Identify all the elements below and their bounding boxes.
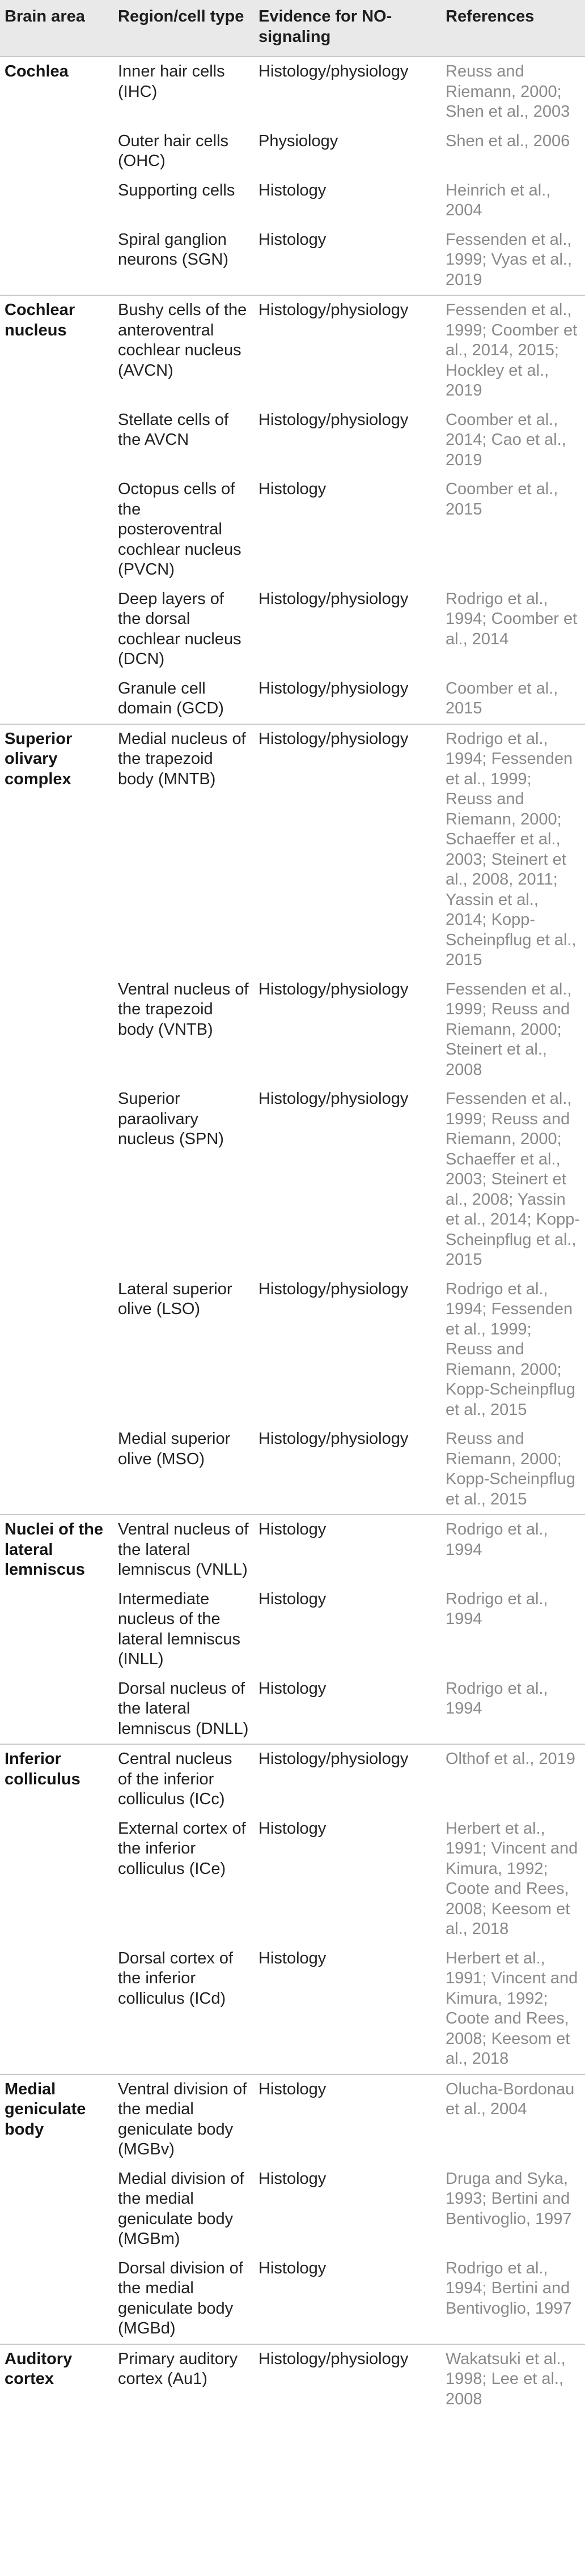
evidence-cell: Histology/physiology [258,679,409,698]
references-cell: Reuss and Riemann, 2000; Kopp-Scheinpflug et al., 2015 [446,1430,575,1508]
region-cell: Lateral superior olive (LSO) [118,1280,232,1318]
brain-area-cell [0,226,113,296]
region-cell: Ventral nucleus of the trapezoid body (VNTB) [118,980,249,1039]
region-cell: Inner hair cells (IHC) [113,57,254,127]
region-cell: Outer hair cells (OHC) [118,131,229,170]
references-cell: Rodrigo et al., 1994; Fessenden et al., 1999; Reuss and Riemann, 2000; Kopp-Scheinpflug et al., 2015 [446,1280,575,1419]
table-row [0,295,585,406]
table-row [0,674,585,724]
brain-area-cell: Medial geniculate body [0,2075,113,2165]
references-cell: Herbert et al., 1991; Vincent and Kimura, 1992; Coote and Rees, 2008; Keesom et al., 2018 [446,1949,578,2068]
region-cell: Octopus cells of the posteroventral cochlear nucleus (PVCN) [118,480,241,579]
brain-area-cell [0,2254,113,2344]
evidence-cell: Histology [258,1679,327,1698]
evidence-cell: Histology [258,1819,327,1838]
evidence-cell: Histology [258,1949,327,1967]
evidence-cell: Histology/physiology [258,410,409,429]
table-row [0,2165,585,2254]
brain-area-cell [0,1085,113,1275]
references-cell: Rodrigo et al., 1994; Coomber et al., 2014 [446,589,578,648]
references-cell: Heinrich et al., 2004 [446,181,551,219]
references-cell: Druga and Syka, 1993; Bertini and Bentivoglio, 1997 [446,2169,572,2228]
brain-area-cell: Inferior colliculus [0,1744,113,1814]
region-cell: Granule cell domain (GCD) [118,679,224,717]
table-header [0,0,585,57]
references-cell: Rodrigo et al., 1994 [441,1515,585,1585]
table-row [0,475,585,585]
region-cell: External cortex of the inferior colliculus (ICe) [118,1819,246,1878]
references-cell: Olthof et al., 2019 [441,1744,585,1814]
region-cell: Spiral ganglion neurons (SGN) [118,230,229,269]
references-cell: Fessenden et al., 1999; Coomber et al., 2014, 2015; Hockley et al., 2019 [441,295,585,406]
table-row [0,1674,585,1745]
brain-area-cell [0,1944,113,2075]
evidence-cell: Histology/physiology [258,980,409,998]
brain-area-cell [0,406,113,475]
references-cell: Olucha-Bordonau et al., 2004 [441,2075,585,2165]
region-cell: Ventral nucleus of the lateral lemniscus (VNLL) [113,1515,254,1585]
brain-area-cell [0,674,113,724]
evidence-cell: Histology/physiology [258,1090,409,1108]
references-cell: Herbert et al., 1991; Vincent and Kimura, 1992; Coote and Rees, 2008; Keesom et al., 2018 [446,1819,578,1938]
evidence-cell: Histology [258,1589,327,1608]
references-cell: Coomber et al., 2015 [446,679,558,717]
region-cell: Stellate cells of the AVCN [118,410,229,449]
region-cell: Dorsal nucleus of the lateral lemniscus (DNLL) [118,1679,249,1738]
brain-area-cell: Cochlea [0,57,113,127]
brain-area-cell [0,127,113,176]
region-cell: Supporting cells [118,181,235,199]
references-cell: Rodrigo et al., 1994 [446,1589,548,1628]
references-cell: Rodrigo et al., 1994; Bertini and Bentivoglio, 1997 [446,2259,572,2318]
table-row [0,1275,585,1425]
region-cell: Medial superior olive (MSO) [118,1430,231,1468]
table-row [0,2344,585,2415]
region-cell: Medial division of the medial geniculate body (MGBm) [118,2169,244,2248]
references-cell: Wakatsuki et al., 1998; Lee et al., 2008 [441,2344,585,2415]
evidence-cell: Physiology [258,131,338,150]
table-row [0,1744,585,1814]
region-cell: Ventral division of the medial geniculate body (MGBv) [113,2075,254,2165]
evidence-cell: Histology [258,230,327,249]
brain-area-cell [0,585,113,674]
brain-area-cell [0,176,113,226]
brain-area-cell [0,475,113,585]
table-row [0,1814,585,1944]
brain-area-cell: Superior olivary complex [0,724,113,975]
region-cell: Deep layers of the dorsal cochlear nucleus (DCN) [118,589,241,668]
table-row [0,1085,585,1275]
table-row [0,585,585,674]
evidence-cell: Histology [254,2075,441,2165]
table-row [0,1425,585,1515]
brain-area-cell: Auditory cortex [0,2344,113,2415]
region-cell: Primary auditory cortex (Au1) [113,2344,254,2415]
table-row [0,975,585,1085]
table-row [0,2075,585,2165]
evidence-cell: Histology [258,2169,327,2188]
brain-area-cell [0,975,113,1085]
brain-area-cell [0,1674,113,1745]
evidence-cell: Histology [258,2259,327,2277]
evidence-cell: Histology [258,181,327,199]
table-row [0,127,585,176]
evidence-cell: Histology/physiology [254,295,441,406]
region-cell: Dorsal division of the medial geniculate body (MGBd) [118,2259,243,2337]
region-cell: Dorsal cortex of the inferior colliculus (ICd) [118,1949,234,2008]
table-row [0,1944,585,2075]
references-cell: Reuss and Riemann, 2000; Shen et al., 2003 [441,57,585,127]
references-cell: Rodrigo et al., 1994; Fessenden et al., 1999; Reuss and Riemann, 2000; Schaeffer et al., 2003; Steinert et al., 2008, 2011; Yassin et al., 2014; Kopp-Scheinpflug et al., 2015 [441,724,585,975]
evidence-cell: Histology/physiology [254,724,441,975]
table-row [0,1515,585,1585]
table-row [0,226,585,296]
brain-area-cell: Nuclei of the lateral lemniscus [0,1515,113,1585]
header-references: References [446,7,535,25]
evidence-cell: Histology/physiology [258,589,409,608]
references-cell: Coomber et al., 2015 [446,480,558,518]
brain-area-cell [0,1585,113,1674]
references-cell: Fessenden et al., 1999; Reuss and Riemann, 2000; Schaeffer et al., 2003; Steinert et al., 2008; Yassin et al., 2014; Kopp-Scheinpflug et al., 2015 [446,1090,580,1269]
brain-area-cell: Cochlear nucleus [0,295,113,406]
region-cell: Intermediate nucleus of the lateral lemniscus (INLL) [118,1589,240,1668]
brain-area-cell [0,2165,113,2254]
header-brain-area: Brain area [5,7,85,25]
table-row [0,1585,585,1674]
header-row [0,0,585,57]
header-evidence: Evidence for NO-signaling [258,7,392,46]
table-body [0,57,585,2414]
references-cell: Coomber et al., 2014; Cao et al., 2019 [446,410,566,469]
region-cell: Central nucleus of the inferior colliculus (ICc) [113,1744,254,1814]
region-cell: Superior paraolivary nucleus (SPN) [118,1090,224,1148]
evidence-cell: Histology/physiology [254,1744,441,1814]
table-row [0,2254,585,2344]
header-region: Region/cell type [118,7,244,25]
evidence-cell: Histology [258,480,327,498]
region-cell: Bushy cells of the anteroventral cochlear nucleus (AVCN) [113,295,254,406]
references-cell: Shen et al., 2006 [446,131,570,150]
table-row [0,724,585,975]
references-cell: Fessenden et al., 1999; Vyas et al., 2019 [446,230,573,289]
evidence-cell: Histology/physiology [254,2344,441,2415]
evidence-cell: Histology/physiology [258,1430,409,1448]
brain-area-cell [0,1814,113,1944]
table-row [0,57,585,127]
evidence-cell: Histology [254,1515,441,1585]
table-row [0,406,585,475]
references-cell: Rodrigo et al., 1994 [446,1679,548,1718]
table-row [0,176,585,226]
region-cell: Medial nucleus of the trapezoid body (MNTB) [113,724,254,975]
evidence-cell: Histology/physiology [258,1280,409,1298]
brain-area-cell [0,1425,113,1515]
brain-area-cell [0,1275,113,1425]
evidence-cell: Histology/physiology [254,57,441,127]
references-cell: Fessenden et al., 1999; Reuss and Riemann, 2000; Steinert et al., 2008 [446,980,572,1079]
